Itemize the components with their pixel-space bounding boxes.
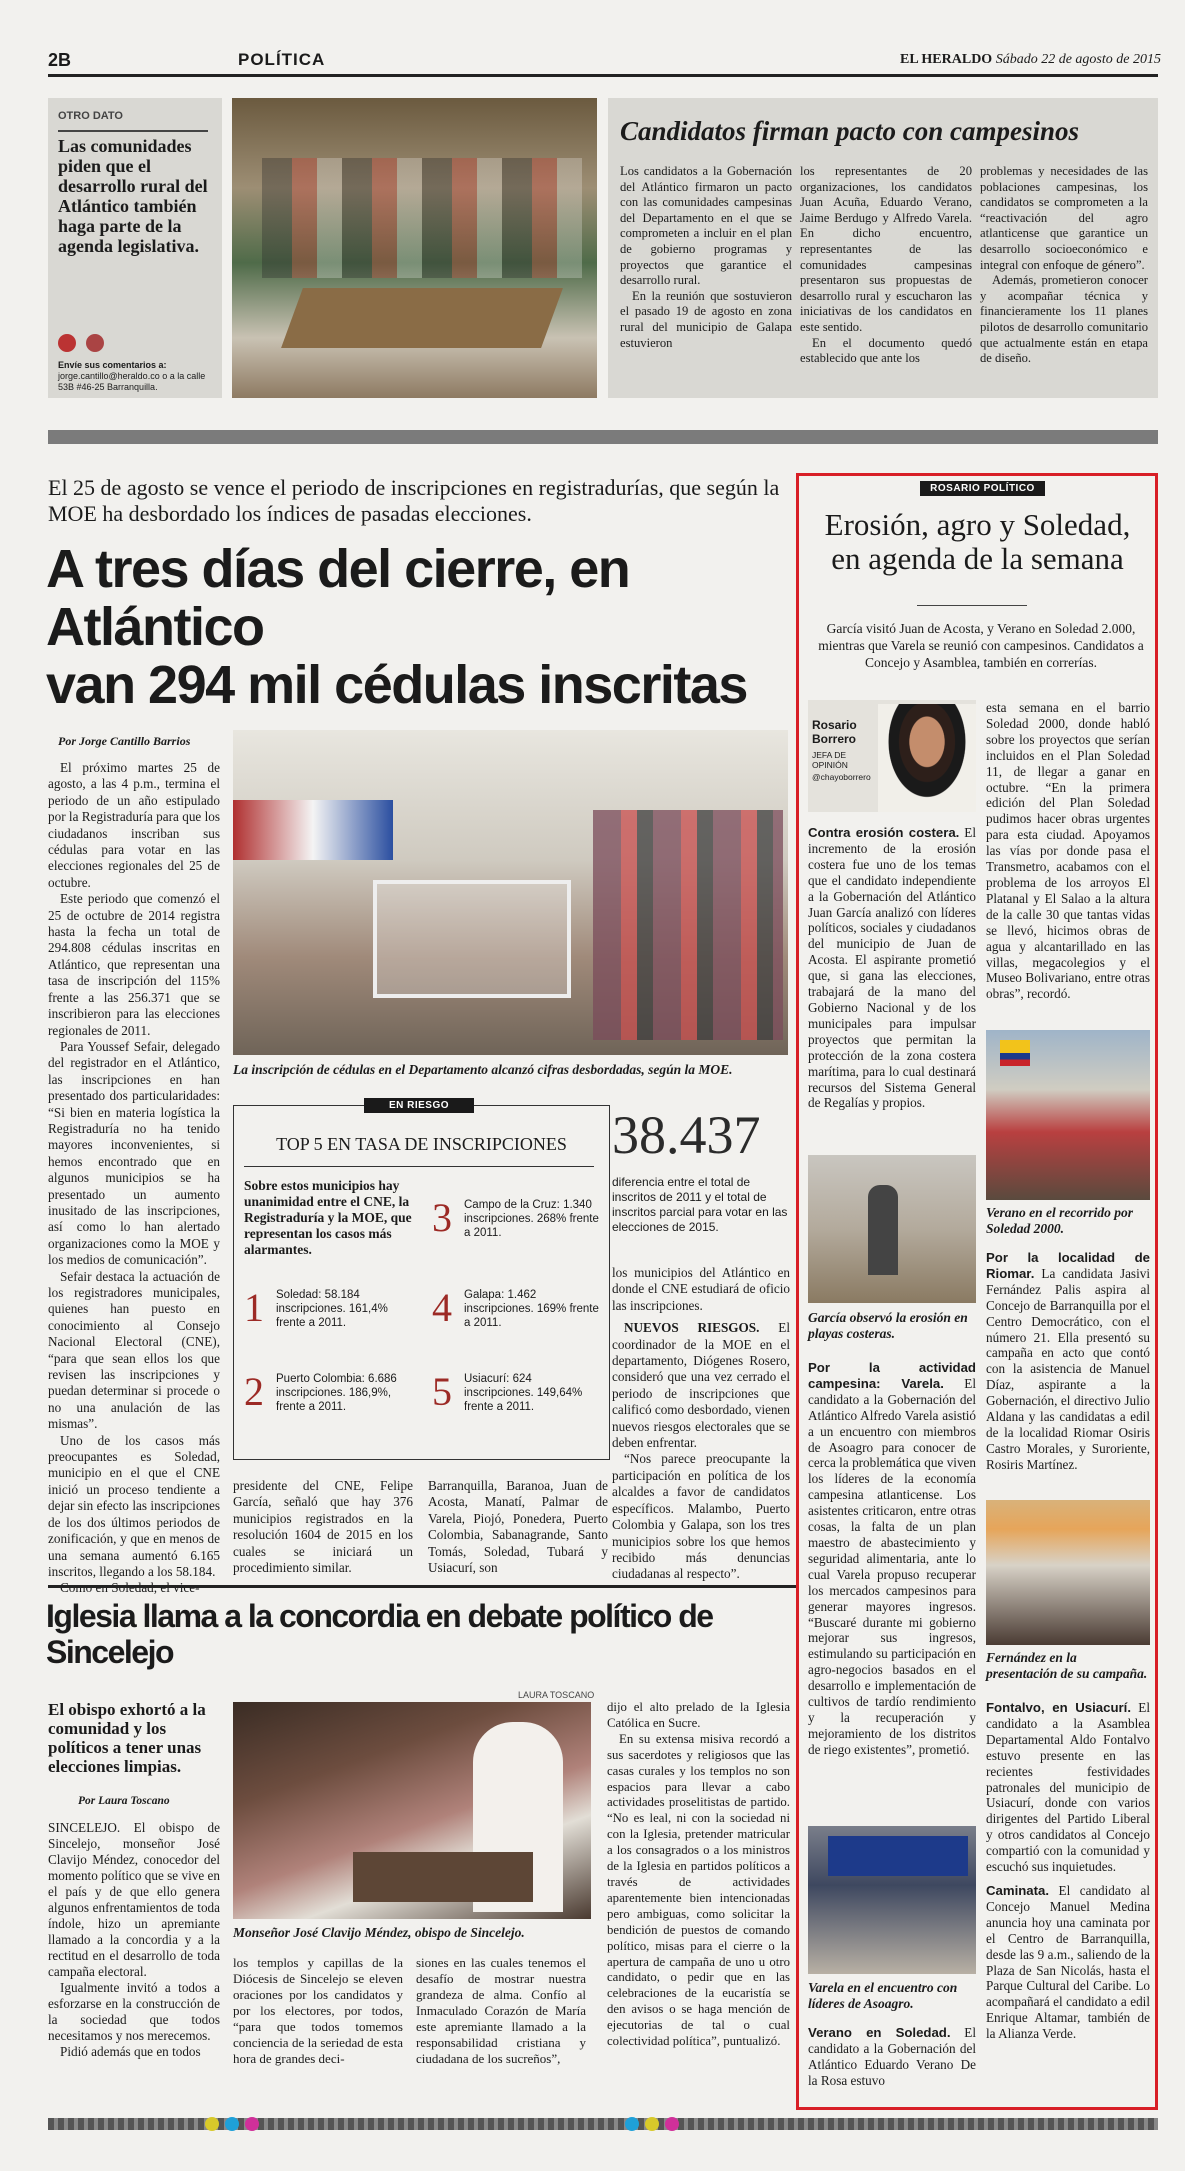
main-para: El coordinador de la MOE en el departamento, Diógenes Rosero, consideró que una vez cerrado el periodo de inscripciones que calificó como desbordado, vienen nuevos riesgos electorales que se deben enfrentar. xyxy=(612,1320,790,1451)
main-para: Sefair destaca la actuación de los registradores municipales, quienes han puesto en conocimiento al Consejo Nacional Electoral (CNE), “para que sean ellos los que revisen las inscripciones y puedan determinar si procede o no una anulación de las mismas”. xyxy=(48,1268,220,1432)
header-rule xyxy=(48,74,1158,77)
iglesia-para: Igualmente invitó a todos a esforzarse en la construcción de la sociedad que todos necesitamos y nos merecemos. xyxy=(48,1980,220,2043)
main-col-right xyxy=(612,1265,790,1583)
pacto-para: Los candidatos a la Gobernación del Atlántico firmaron un pacto con las comunidades campesinas del Departamento en el que se comprometen a incluir en el plan de gobierno programas y proyectos que garantice el desarrollo rural. xyxy=(620,164,792,288)
photo-caption: La inscripción de cédulas en el Departamento alcanzó cifras desbordadas, según la MOE. xyxy=(233,1062,733,1077)
section-lead: Caminata. xyxy=(986,1882,1050,1898)
rank-text: Usiacurí: 624 inscripciones. 149,64% frente a 2011. xyxy=(464,1373,583,1413)
campesinos-photo xyxy=(232,98,597,398)
main-para: Barranquilla, Baranoa, Juan de Acosta, Manatí, Palmar de Varela, Piojó, Ponedera, Puerto Colombia, Sabanagrande, Santo Tomás, Soledad, Tubará y Usiacurí, son xyxy=(428,1478,608,1576)
section-lead: Verano en Soledad. xyxy=(808,2025,951,2040)
main-byline: Por Jorge Cantillo Barrios xyxy=(58,734,191,748)
rosario-title-rule xyxy=(917,605,1027,606)
main-para: los municipios del Atlántico en donde el CNE estudiará de oficio las inscripciones. xyxy=(612,1265,790,1313)
headline-line-1: A tres días del cierre, en Atlántico xyxy=(46,539,630,657)
section-lead: NUEVOS RIESGOS. xyxy=(624,1320,760,1336)
registration-dot-yellow-2 xyxy=(645,2117,659,2131)
main-col-2-bottom xyxy=(233,1478,413,1576)
top5-intro: Sobre estos municipios hay unanimidad entre el CNE, la Registraduría y la MOE, que representan los casos más alarmantes. xyxy=(244,1178,412,1257)
rank-number: 4 xyxy=(432,1285,452,1330)
author-role: JEFA DE OPINIÓN xyxy=(812,750,848,770)
send-label: Envíe sus comentarios a: xyxy=(58,360,167,370)
rosario-col-1c xyxy=(808,2025,976,2089)
rank-number: 2 xyxy=(244,1369,264,1414)
top5-box xyxy=(233,1100,610,1460)
registration-dot-cyan xyxy=(225,2117,239,2131)
rank-text: Galapa: 1.462 inscripciones. 169% frente a 2011. xyxy=(464,1289,599,1329)
rank-text: Puerto Colombia: 6.686 inscripciones. 186,9%, frente a 2011. xyxy=(276,1373,397,1413)
registration-dot-magenta xyxy=(245,2117,259,2131)
iglesia-deck: El obispo exhortó a la comunidad y los políticos a tener unas elecciones limpias. xyxy=(48,1700,206,1776)
author-avatar xyxy=(878,704,976,812)
pacto-col-1 xyxy=(620,164,792,351)
section-name: POLÍTICA xyxy=(238,50,326,69)
author-name: Rosario Borrero xyxy=(812,718,857,746)
social-icons xyxy=(58,334,104,357)
rosario-para: esta semana en el barrio Soledad 2000, donde habló sobre los proyectos que serían incluidos en el Plan Soledad 11, de llegar a ganar en octubre. “En la primera edición del Plan Soledad pudimos hacer obras urgentes para esta ciudad. Apoyamos las vías por donde pasa el Transmetro, acabamos con el problema de los arroyos El Platanal y El Salao a la altura de la calle 30 que tantas vidas se llevó, hicimos obras de agua y alcantarillado en las villas, megacolegios y el Museo Bolivariano, entre otras obras”, recordó. xyxy=(986,700,1150,1002)
rosario-para: El candidato a la Gobernación del Atlántico Alfredo Varela asistió a un encuentro con miembros de Asoagro para conocer de cerca la problemática que viven los líderes de la economía campesina atlanticense. Los asistentes criticaron, entre otras cosas, la falta de un plan maestro de abastecimiento y seguridad alimentaria, ante lo cual Varela propuso recuperar los mercados campesinos para generar mayores ingresos. “Buscaré durante mi gobierno mejorar sus ingresos, estimulando su participación en agro-negocios basados en el desarrollo e implementación de cultivos de tardío rendimiento y la recuperación y mejoramiento de los distritos de riego existentes”, prometió. xyxy=(808,1375,976,1757)
otro-dato-label: OTRO DATO xyxy=(58,110,123,122)
main-para: presidente del CNE, Felipe García, señaló que hay 376 municipios registrados en la resolución 1604 de 2015 en los cuales se iniciará un procedimiento similar. xyxy=(233,1478,413,1576)
main-col-1 xyxy=(48,760,220,1579)
otro-dato-text: Las comunidades piden que el desarrollo rural del Atlántico también haga parte de la agenda legislativa. xyxy=(58,136,208,256)
iglesia-col-4 xyxy=(607,1700,790,2050)
pacto-col-2 xyxy=(800,164,972,367)
section-lead: Por la localidad de Riomar. xyxy=(986,1250,1150,1281)
verano-caption: Verano en el recorrido por Soledad 2000. xyxy=(986,1205,1134,1236)
rosario-kicker: ROSARIO POLÍTICO xyxy=(920,481,1045,496)
rosario-col-2c xyxy=(986,1700,1150,2042)
title-line-2: en agenda de la semana xyxy=(831,541,1124,576)
iglesia-rule xyxy=(48,1585,798,1588)
iglesia-para: siones en las cuales tenemos el desafío de mostrar nuestra grandeza de alma. Confío al Inmaculado Corazón de María este apremiante llamado a la responsabilidad cristiana y ciudadana de los sucreños”, xyxy=(416,1955,586,2066)
iglesia-para: dijo el alto prelado de la Iglesia Católica en Sucre. xyxy=(607,1700,790,1730)
otro-dato-box xyxy=(48,98,222,398)
main-para: Uno de los casos más preocupantes es Soledad, municipio en el que el CNE inició un proceso tendiente a dejar sin efecto las inscripciones de los dos últimos periodos de zonificación, y que en menos de una semana aumentó 6.165 inscritos, llegando a los 58.184. xyxy=(48,1432,220,1579)
iglesia-byline: Por Laura Toscano xyxy=(78,1795,170,1807)
main-para xyxy=(48,1580,220,1596)
rosario-col-2 xyxy=(986,700,1150,1002)
varela-photo xyxy=(808,1826,976,1974)
rosario-para: El candidato al Concejo Manuel Medina anuncia hoy una caminata por el Centro de Barranquilla, desde las 9 a.m., saliendo de la Plaza de San Nicolás, hasta el Parque Cultural del Caribe. Lo acompañará el candidato a edil Enrique Altamar, también de la Alianza Verde. xyxy=(986,1882,1151,2042)
pacto-para: los representantes de 20 organizaciones, los candidatos Juan Acuña, Eduardo Verano, Jaime Berdugo y Alfredo Varela. En dicho encuentro, representantes de las comunidades campesinas presentaron sus propuestas de desarrollo rural y escucharon las iniciativas de los candidatos en este sentido. xyxy=(800,164,972,334)
rosario-para: El incremento de la erosión costera fue uno de los temas que el candidato independiente a la Gobernación del Atlántico Juan García analizó con líderes políticos, sociales y ciudadanos del municipio de Juan de Acosta. El aspirante prometió que, si gana las elecciones, trabajará de la mano del Gobierno Nacional y de los municipales para impulsar proyectos que permitan la protección de la zona costera marítima, para lo cual destinará recursos del Sistema General de Regalías y propios. xyxy=(808,825,977,1111)
rosario-para: La candidata Jasivi Fernández Palis aspira al Concejo de Barranquilla por el Centro Democrático, con el número 21. Ella presentó su campaña en acto que contó con la asistencia de Manuel Díaz, aspirante a la Gobernación, el directivo Julio Aldana y las candidatas a edil de la localidad Riomar Osiris Castro Morales, y Suroriente, Rosiris Martínez. xyxy=(986,1265,1150,1472)
separator-bar xyxy=(48,430,1158,444)
obispo-caption: Monseñor José Clavijo Méndez, obispo de Sincelejo. xyxy=(233,1925,525,1940)
iglesia-para: los templos y capillas de la Diócesis de Sincelejo se eleven oraciones por los candidatos y por los electores, por todos, “para que todos tomemos conciencia de la seriedad de esta hora de grandes deci- xyxy=(233,1955,403,2066)
web-icon xyxy=(86,334,104,352)
main-headline xyxy=(46,540,806,714)
main-deck: El 25 de agosto se vence el periodo de inscripciones en registradurías, que según la MOE ha desbordado los índices de pasadas elecciones. xyxy=(48,475,780,526)
masthead-date xyxy=(900,52,1161,68)
iglesia-para: Pidió además que en todos xyxy=(60,2044,201,2059)
top5-kicker: EN RIESGO xyxy=(364,1098,474,1113)
registration-dot-magenta-2 xyxy=(665,2117,679,2131)
garcia-photo xyxy=(808,1155,976,1303)
otro-dato-rule xyxy=(58,130,208,132)
main-para: Para Youssef Sefair, delegado del registrador en el Atlántico, las inscripciones en han presentado dos particularidades: “Si bien en materia logística la Registraduría no ha tenido mayores inconvenientes, si hemos encontrado que en algunos municipios se ha presentado un aumento inusitado de las inscripciones, así como lo han alertado organizaciones como la MOE y los medios de comunicación”. xyxy=(48,1038,220,1268)
photo-credit: LAURA TOSCANO xyxy=(518,1690,595,1700)
headline-line-2: van 294 mil cédulas inscritas xyxy=(46,655,747,715)
iglesia-headline: Iglesia llama a la concordia en debate político de Sincelejo xyxy=(46,1598,713,1670)
varela-caption: Varela en el encuentro con líderes de Asoagro. xyxy=(808,1980,958,2011)
rank-number: 3 xyxy=(432,1195,452,1240)
contact-text: jorge.cantillo@heraldo.co o a la calle 53B #46-25 Barranquilla. xyxy=(58,371,206,392)
author-box xyxy=(808,700,976,812)
top5-title: TOP 5 EN TASA DE INSCRIPCIONES xyxy=(276,1134,567,1154)
rosario-col-1b xyxy=(808,1360,976,1758)
author-handle: @chayoborrero xyxy=(812,772,871,782)
rosario-para: El candidato a la Gobernación del Atlántico Eduardo Verano De la Rosa estuvo xyxy=(808,2025,976,2088)
top5-rule xyxy=(244,1166,594,1167)
pacto-col-3 xyxy=(980,164,1148,367)
obispo-photo xyxy=(233,1702,591,1919)
pacto-title: Candidatos firman pacto con campesinos xyxy=(620,116,1080,146)
main-para: El próximo martes 25 de agosto, a las 4 p.m., termina el periodo de un año estipulado por la Registraduría para que los ciudadanos inscriban sus cédulas para votar en las elecciones regionales del 25 de octubre. xyxy=(48,760,220,890)
verano-photo xyxy=(986,1030,1150,1200)
pacto-para: Además, prometieron conocer y acompañar técnica y financieramente los 11 planes pilotos de desarrollo comunitario que actualmente están en etapa de diseño. xyxy=(980,273,1148,366)
pacto-para: En la reunión que sostuvieron el pasado 19 de agosto en zona rural del municipio de Galapa estuvieron xyxy=(620,288,792,350)
rank-number: 5 xyxy=(432,1369,452,1414)
section-lead: Por la actividad campesina: Varela. xyxy=(808,1360,976,1391)
rank-text: Soledad: 58.184 inscripciones. 161,4% frente a 2011. xyxy=(276,1289,388,1329)
stat-text: diferencia entre el total de inscritos de 2011 y el total de inscritos parcial para votar en las elecciones de 2015. xyxy=(612,1175,788,1234)
issue-date: Sábado 22 de agosto de 2015 xyxy=(995,52,1161,67)
fernandez-photo xyxy=(986,1500,1150,1645)
inscripcion-photo xyxy=(233,730,788,1055)
email-icon xyxy=(58,334,76,352)
pacto-para: En el documento quedó establecido que ante los xyxy=(800,335,972,366)
rosario-col-1 xyxy=(808,825,976,1111)
rosario-col-2b xyxy=(986,1250,1150,1473)
rank-text: Campo de la Cruz: 1.340 inscripciones. 268% frente a 2011. xyxy=(464,1199,599,1239)
garcia-caption: García observó la erosión en playas costeras. xyxy=(808,1310,968,1341)
iglesia-col-1 xyxy=(48,1820,220,2060)
title-line-1: Erosión, agro y Soledad, xyxy=(824,507,1131,542)
main-col-3-bottom xyxy=(428,1478,608,1576)
iglesia-col-3 xyxy=(416,1955,586,2067)
pacto-box xyxy=(608,98,1158,398)
registration-dot-cyan-2 xyxy=(625,2117,639,2131)
iglesia-para: En su extensa misiva recordó a sus sacerdotes y religiosos que las casas curales y los templos no son espacios para llevar a cabo actividades proselitistas de partido. “No es leal, ni con la sociedad ni con la Iglesia, pretender matricular a los consagrados o a los ministros de la Iglesia en partidos políticos a través de actividades aparentemente bien intencionadas pero ambiguas, como solicitar la bendición de puestos de comando político, misas para el cierre o la apertura de campaña de uno u otro candidato, o pedir que en las celebraciones de la eucaristía se den avisos o se haga mención de ejecutorias de tal o cual colectividad política”, puntualizó. xyxy=(607,1731,790,2049)
paper-name: EL HERALDO xyxy=(900,52,993,67)
rosario-deck: García visitó Juan de Acosta, y Verano en Soledad 2.000, mientras que Varela se reunió con campesinos. Candidatos a Concejo y Asamblea, también en correrías. xyxy=(818,621,1144,670)
fernandez-caption: Fernández en la presentación de su campaña. xyxy=(986,1650,1148,1681)
section-lead: Fontalvo, en Usiacurí. xyxy=(986,1700,1131,1715)
registration-dot-yellow xyxy=(205,2117,219,2131)
iglesia-para: SINCELEJO. El obispo de Sincelejo, monseñor José Clavijo Méndez, conocedor del momento político que se vive en el país y de que ello genera algunos enfrentamientos de toda índole, hizo un apremiante llamado a la concordia y a la rectitud en el desarrollo de toda campaña electoral. xyxy=(48,1820,220,1979)
main-para: Este periodo que comenzó el 25 de octubre de 2014 registra hasta la fecha un total de 294.808 cédulas inscritas en Atlántico, que representan una tasa de inscripción del 115% frente a las 256.371 que se inscribieron para las elecciones regionales de 2011. xyxy=(48,891,220,1038)
main-para: “Nos parece preocupante la participación en política de los alcaldes a favor de candidatos específicos. Malambo, Puerto Colombia y Galapa, son los tres municipios sobre los que hemos recibido más denuncias ciudadanas al respecto”. xyxy=(612,1451,790,1582)
stat-number: 38.437 xyxy=(612,1105,761,1165)
rosario-title xyxy=(805,508,1150,576)
rosario-para: El candidato a la Asamblea Departamental Aldo Fontalvo estuvo presente en las recientes festividades patronales del municipio de Usiacurí, donde con varios dirigentes del Partido Liberal y otros candidatos al Concejo compartió con la comunidad y escuchó sus inquietudes. xyxy=(986,1700,1150,1875)
iglesia-col-2 xyxy=(233,1955,403,2067)
section-lead: Contra erosión costera. xyxy=(808,825,960,840)
pacto-para: problemas y necesidades de las poblaciones campesinas, los candidatos se comprometen a la “reactivación del agro atlanticense que garantice un desarrollo socioeconómico e integral con enfoque de género”. xyxy=(980,164,1148,272)
page-number: 2B xyxy=(48,50,72,70)
rank-number: 1 xyxy=(244,1285,264,1330)
